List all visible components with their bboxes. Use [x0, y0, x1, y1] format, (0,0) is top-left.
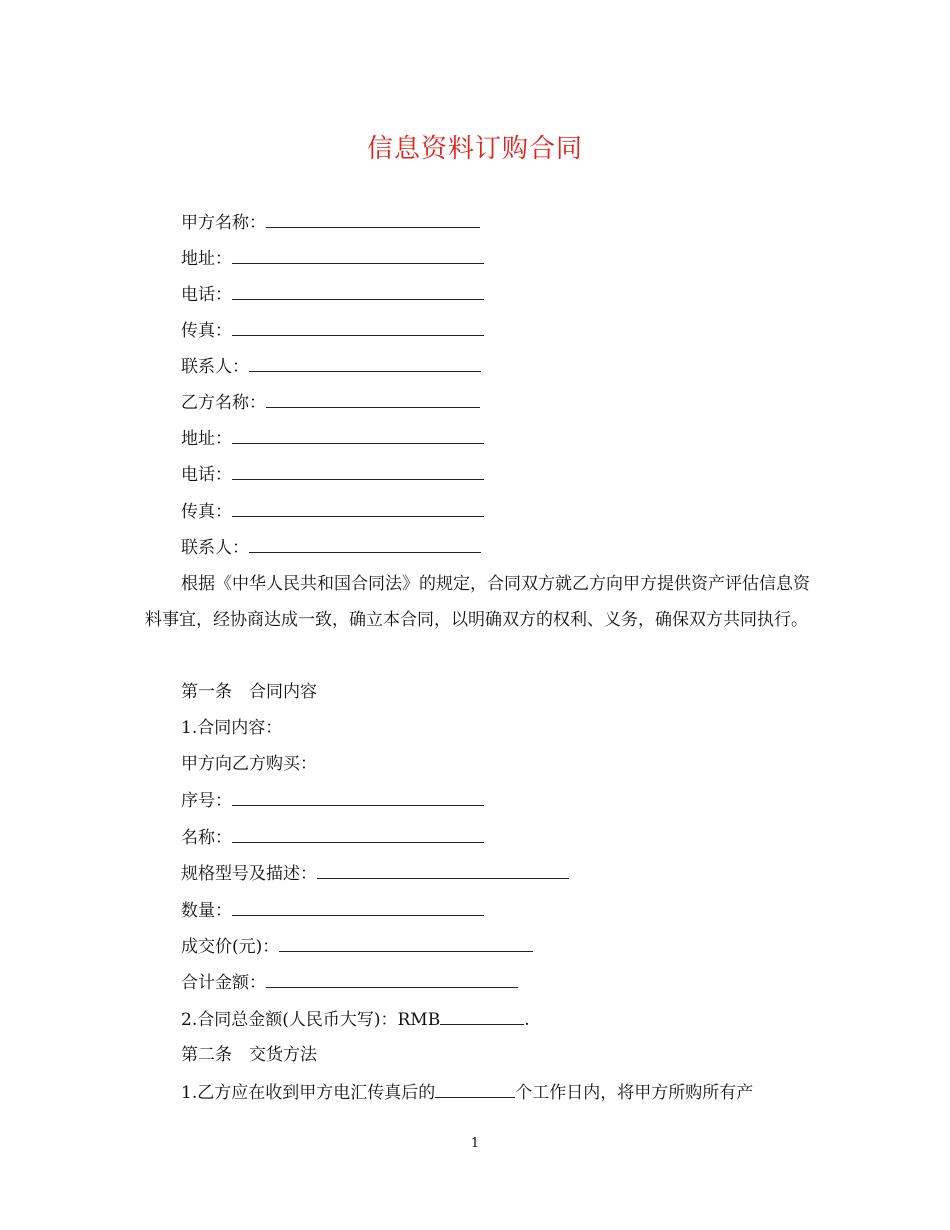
party-b-name-line — [181, 391, 480, 414]
spec-blank — [317, 862, 569, 879]
party-a-fax-label: 传真： — [181, 321, 232, 341]
delivery-text-start: 1.乙方应在收到甲方电汇传真后的 — [181, 1083, 436, 1103]
party-a-phone-line — [181, 283, 484, 306]
party-a-contact-blank — [249, 355, 481, 372]
delivery-line — [181, 1081, 753, 1104]
party-b-contact-line — [181, 536, 481, 559]
contract-total-blank — [440, 1008, 524, 1025]
party-a-fax-blank — [232, 319, 484, 336]
total-line — [181, 971, 518, 994]
party-b-name-blank — [266, 391, 480, 408]
party-b-contact-blank — [249, 536, 481, 553]
party-a-address-blank — [232, 247, 484, 264]
party-b-fax-blank — [232, 500, 484, 517]
delivery-text-end: 个工作日内，将甲方所购所有产 — [515, 1083, 754, 1103]
spec-line — [181, 862, 569, 885]
article-2-heading: 第二条 交货方法 — [181, 1045, 317, 1065]
qty-blank — [232, 899, 484, 916]
contract-title: 信息资料订购合同 — [366, 134, 583, 164]
page-number: 1 — [470, 1136, 480, 1151]
total-label: 合计金额： — [181, 973, 266, 993]
party-a-address-line — [181, 247, 484, 270]
qty-label: 数量： — [181, 901, 232, 921]
party-a-phone-label: 电话： — [181, 285, 232, 305]
intro-paragraph: 根据《中华人民共和国合同法》的规定，合同双方就乙方向甲方提供资产评估信息资料事宜，经协商达成一致，确立本合同，以明确双方的权利、义务，确保双方共同执行。 — [145, 574, 810, 630]
spec-label: 规格型号及描述： — [181, 864, 317, 884]
total-blank — [266, 971, 518, 988]
party-b-contact-label: 联系人： — [181, 538, 249, 558]
party-a-fax-line — [181, 319, 484, 342]
price-line — [181, 935, 533, 958]
party-a-address-label: 地址： — [181, 249, 232, 269]
seq-blank — [232, 789, 484, 806]
party-b-address-label: 地址： — [181, 429, 232, 449]
contract-total-line — [181, 1008, 530, 1031]
party-a-contact-label: 联系人： — [181, 357, 249, 377]
price-blank — [279, 935, 533, 952]
party-b-fax-line — [181, 500, 484, 523]
item-name-blank — [232, 826, 484, 843]
article-1-heading: 第一条 合同内容 — [181, 682, 317, 702]
party-b-phone-line — [181, 463, 484, 486]
party-a-contact-line — [181, 355, 481, 378]
party-b-address-blank — [232, 427, 484, 444]
party-a-phone-blank — [232, 283, 484, 300]
party-b-address-line — [181, 427, 484, 450]
article-1-item-1: 1.合同内容： — [181, 718, 283, 738]
qty-line — [181, 899, 484, 922]
price-label: 成交价(元)： — [181, 937, 280, 957]
party-b-name-label: 乙方名称： — [181, 393, 266, 413]
party-a-name-blank — [266, 211, 480, 228]
party-b-phone-blank — [232, 463, 484, 480]
delivery-days-blank — [435, 1081, 515, 1098]
party-b-phone-label: 电话： — [181, 465, 232, 485]
contract-total-period: . — [524, 1010, 530, 1030]
item-name-label: 名称： — [181, 828, 232, 848]
party-a-name-label: 甲方名称： — [181, 213, 266, 233]
purchase-intro: 甲方向乙方购买： — [181, 754, 317, 774]
item-name-line — [181, 826, 484, 849]
seq-line — [181, 789, 484, 812]
contract-total-label: 2.合同总金额(人民币大写)：RMB — [181, 1010, 441, 1030]
party-a-name-line — [181, 211, 480, 234]
party-b-fax-label: 传真： — [181, 502, 232, 522]
seq-label: 序号： — [181, 791, 232, 811]
